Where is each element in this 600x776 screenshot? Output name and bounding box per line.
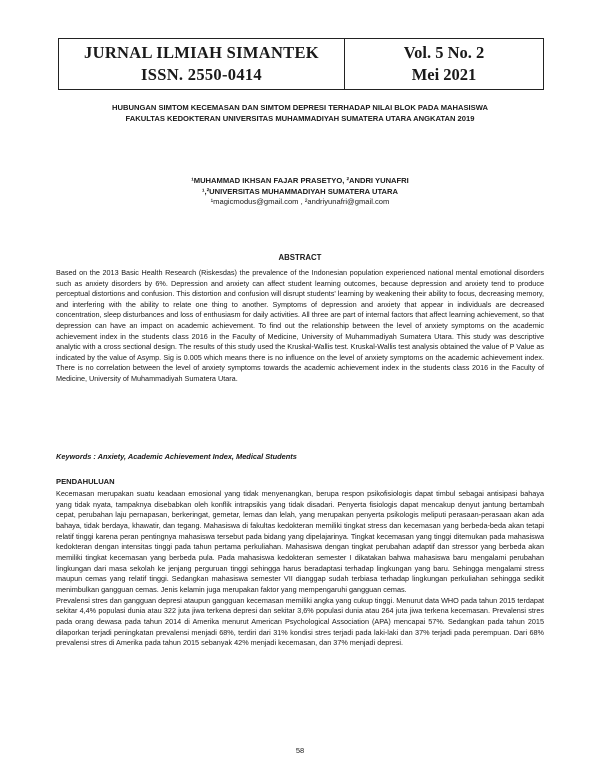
author-affiliation: ¹,²UNIVERSITAS MUHAMMADIYAH SUMATERA UTARA bbox=[201, 186, 399, 196]
journal-header-left bbox=[59, 39, 345, 89]
pendahuluan-paragraph-1: Kecemasan merupakan suatu keadaan emosional yang tidak menyenangkan, berupa respon psikofisiologis dapat timbul sebagai antisipasi bahaya yang tidak nyata, tampaknya disebabkan oleh konflik intrapsikis yang tidak disadari. Penyerta fisiologis dapat mencakup denyut jantung bertambah cepat, perubahan laju pernapasan, berkeringat, gemetar, lemas dan lelah, yang merupakan penyerta psikologis meliputi perasaan-perasaan akan ada bahaya, tidak berdaya, khawatir, dan tegang. Mahasiswa di fakultas kedokteran memiliki tingkat stress dan kecemasan yang berbeda-beda akan tetapi relatif tinggi karena peran pentingnya mahasiswa tersebut pada bidang yang dipelajarinya. Tingkat kecemasan yang tinggi ditemukan pada mahasiswa kedokteran dengan intensitas tinggi pada tahun pertama perkuliahan. Mahasiswa dengan tingkat perubahan adaptif dan stressor yang berbeda akan memiliki tingkat kecemasan yang berbeda pula. Pada mahasiswa kedokteran semester I dikatakan bahwa mahasiswa baru mengalami perubahan lingkungan dari masa sekolah ke jenjang perguruan tinggi sehingga harus beradaptasi terhadap lingkungan yang baru. Sehingga mengalami stress maupun cemas yang relatif tinggi. Sedangkan mahasiswa semester VII dianggap sudah terbiasa terhadap lingkungan perkuliahan sehingga sedikit menimbulkan gangguan cemas. Jenis kelamin juga merupakan faktor yang mempengaruhi gangguan cemas. bbox=[56, 489, 544, 594]
abstract-heading: ABSTRACT bbox=[278, 253, 322, 262]
pendahuluan-paragraph-2: Prevalensi stres dan gangguan depresi ataupun gangguan kecemasan memiliki angka yang cukup tinggi. Menurut data WHO pada tahun 2015 terdapat sekitar 4,4% populasi dunia atau 322 juta jiwa terkena depresi dan sekitar 3,6% populasi dunia atau 264 juta jiwa terkena kecemasan. Prevalensi stres pada orang dewasa pada tahun 2014 di Amerika menurut American Psychological Association (APA) mencapai 57%. Sedangkan pada tahun 2015 dilaporkan terjadi peningkatan prevalensi menjadi 68%, terdiri dari 31% kondisi stres terjadi pada laki-laki dan 37% terjadi pada perempuan. Dari 68% prevalensi stres di Amerika pada tahun 2015 sebanyak 42% menjadi kecemasan, dan 37% menjadi depresi. bbox=[56, 595, 544, 648]
page-number: 58 bbox=[295, 746, 305, 755]
paper-title-line-1: HUBUNGAN SIMTOM KECEMASAN DAN SIMTOM DEPRESI TERHADAP NILAI BLOK PADA MAHASISWA bbox=[112, 103, 488, 112]
author-block bbox=[60, 176, 540, 208]
journal-volume: Vol. 5 No. 2 bbox=[403, 43, 485, 62]
pendahuluan-body bbox=[56, 489, 544, 649]
paper-title bbox=[60, 102, 540, 124]
section-heading-pendahuluan: PENDAHULUAN bbox=[56, 477, 115, 486]
author-emails: ¹magicmodus@gmail.com , ²andriyunafri@gmail.com bbox=[210, 197, 390, 206]
keywords: Keywords : Anxiety, Academic Achievement Index, Medical Students bbox=[56, 452, 297, 461]
journal-name: JURNAL ILMIAH SIMANTEK bbox=[84, 43, 319, 62]
abstract-text: Based on the 2013 Basic Health Research (Riskesdas) the prevalence of the Indonesian population experienced national mental emotional disorders such as anxiety disorders by 6%. Depression and anxiety can affect student learning outcomes, because depression and anxiety tend to produce perceptual distortions and confusion. This distortion and confusion will disrupt students' learning by weakening their ability to focus, decreasing memory, and interfering with the ability to relate one thing to another. Symptoms of depression and anxiety that appear in individuals are decreased concentration, sleep disturbances and loss of enthusiasm for daily activities. All three are part of internal factors that affect learning achievement, so that depression can have an impact on academic achievement. To find out the relationship between the level of anxiety symptoms on the academic achievement index in the students class 2016 in the Faculty of Medicine, University of Muhammadiyah Sumatera Utara. This study was descriptive analytic with a cross sectional design. The results of this study used the Kruskal-Wallis test. Kruskal-Wallis test analysis obtained the value of P Value as indicated by the value of Asymp. Sig is 0.005 which means there is no influence on the level of anxiety symptoms on the academic achievement index. There is no correlation between the level of anxiety symptoms towards the academic achievement index in the students class 2016 in the Faculty of Medicine, University of Muhammadiyah Sumatera Utara. bbox=[56, 268, 544, 383]
journal-date: Mei 2021 bbox=[411, 65, 477, 84]
author-names: ¹MUHAMMAD IKHSAN FAJAR PRASETYO, ²ANDRI YUNAFRI bbox=[191, 176, 409, 185]
journal-header bbox=[58, 38, 544, 90]
journal-header-right bbox=[345, 39, 543, 89]
journal-issn: ISSN. 2550-0414 bbox=[141, 65, 262, 84]
paper-title-line-2: FAKULTAS KEDOKTERAN UNIVERSITAS MUHAMMADIYAH SUMATERA UTARA ANGKATAN 2019 bbox=[125, 114, 475, 123]
